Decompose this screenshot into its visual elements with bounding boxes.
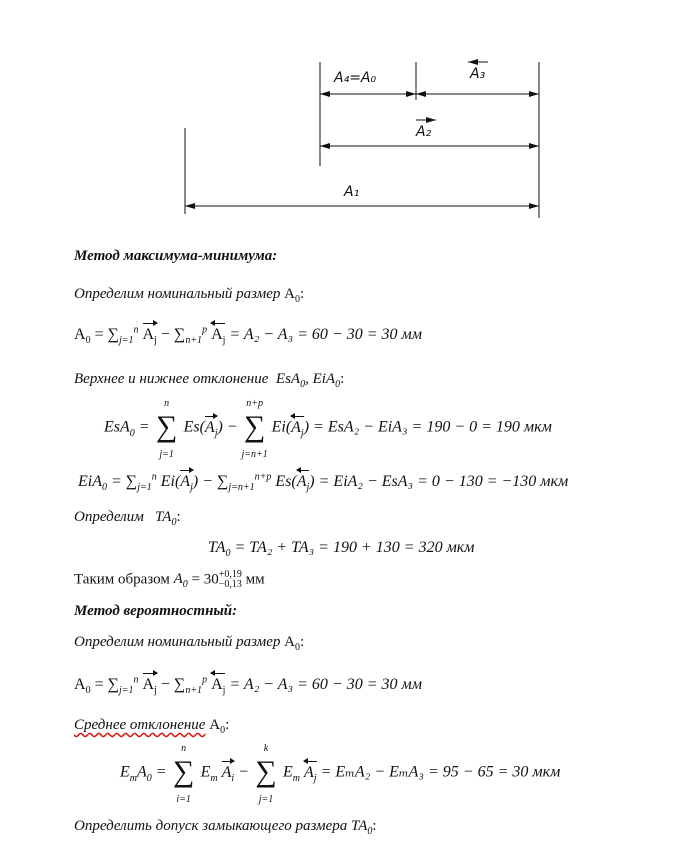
tolerance-closing-text: Определить допуск замыкающего размера $TA_0$: bbox=[74, 818, 377, 837]
label-a4-a0: A₄=A₀ bbox=[334, 70, 377, 86]
result-line: Таким образом $A_0 = 30+0,19$ −0,13 мм bbox=[74, 569, 265, 591]
tolerance-text: Определим $TA_0$: bbox=[74, 509, 181, 528]
nominal-size-text-2: Определим номинальный размер $A_0$: bbox=[74, 634, 305, 653]
nominal-size-text: Определим номинальный размер $A_0$: bbox=[74, 286, 305, 305]
equation-es: EsA$_0$ = n ∑ j=1 $Es(A_j)$ − n+p ∑ j=n+1 $Ei(A_j) = EsA_2 - EiA_3 = 190 - 0 = 190$ мкм bbox=[104, 398, 552, 460]
equation-em: $E_mA_0$ = n ∑ i=1 $E_m$ $A_i$ − k ∑ j=1 $E_m$ $A_j = E_mA_2 - E_mA_3 = 95 - 65 = 30$ мкм bbox=[120, 743, 561, 805]
label-a1: A₁ bbox=[344, 184, 360, 200]
label-a2: A₂ bbox=[416, 124, 432, 140]
equation-ei: $EiA_0 = \sum_{j=1}^n$ $Ei(A_j) - \sum_{j=n+1}^{n+p}$ $Es(A_j) = EiA_2 - EsA_3 = 0 - 130 = -130$ мкм bbox=[78, 471, 569, 494]
section-title-maxmin: Метод максимума-минимума: bbox=[74, 248, 278, 264]
equation-nominal-2: $A_0 = \sum_{j=1}^n$ $A_j - \sum_{n+1}^p$ $A_j = A_2 - A_3 = 60 - 30 = 30$ мм bbox=[74, 674, 422, 697]
mean-deviation-text: Среднее отклонение $A_0$: bbox=[74, 717, 230, 736]
equation-nominal: $A_0 = \sum_{j=1}^n$ $A_j - \sum_{n+1}^p$ $A_j = A_2 - A_3 = 60 - 30 = 30$ мм bbox=[74, 324, 422, 347]
dimension-chain-diagram bbox=[0, 0, 675, 230]
equation-ta: $TA_0 = TA_2 + TA_3 = 190 + 130 = 320$ мкм bbox=[208, 539, 475, 560]
deviation-text: Верхнее и нижнее отклонение EsA$_0$, EiA$_0$: bbox=[74, 371, 345, 390]
section-title-probabilistic: Метод вероятностный: bbox=[74, 603, 238, 619]
label-a3: A₃ bbox=[470, 66, 486, 82]
